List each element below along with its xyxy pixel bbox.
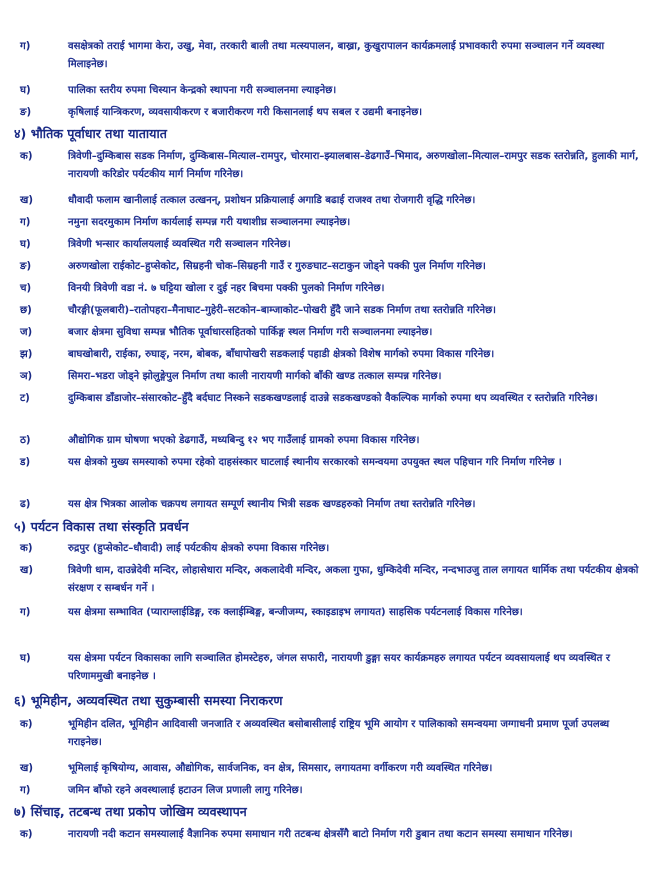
item-text: अरुणखोला राईकोट–हुप्सेकोट, सिम्रहनी चोक–सिम्रहनी गाउँ र गुरुङघाट–सटाकुन जोड्ने पक्की पुल निर्माण गरिनेछ। [68, 261, 486, 272]
item-marker: ड) [20, 457, 31, 468]
item-marker: ज) [20, 327, 33, 338]
item-text: यस क्षेत्रमा सम्भावित (प्याराग्लाईडिङ्ग, रक क्लाईम्बिङ्ग, बन्जीजम्प, स्काइडाइभ लगायत) साहसिक पर्यटनलाई विकास गरिनेछ। [68, 607, 523, 618]
section-heading: ५) पर्यटन विकास तथा संस्कृति प्रवर्धन [14, 519, 189, 534]
item-marker: ख) [20, 195, 33, 206]
item-text: चौरङ्गी(फूलबारी)–रातोपहरा–मैनाघाट–गुहेरी–सटकोन–बाम्जाकोट–पोखरी हुँदै जाने सडक निर्माण तथा स्तरोन्नति गरिनेछ। [68, 305, 497, 316]
item-text: औद्योगिक ग्राम घोषणा भएको डेढगाउँ, मध्यबिन्दु १२ भए गाउँलाई ग्रामको रुपमा विकास गरिनेछ। [68, 435, 420, 446]
item-marker: ढ) [20, 499, 31, 510]
item-text: वसक्षेत्रको तराई भागमा केरा, उखु, मेवा, तरकारी बाली तथा मत्स्यपालन, बाख्रा, कुखुरापालन कार्यक्रमलाई प्रभावकारी रुपमा सञ्चालन गर्ने व्यवस्था मिलाइनेछ। [68, 41, 605, 70]
item-marker: ङ) [20, 107, 32, 118]
item-text: कृषिलाई यान्त्रिकरण, व्यवसायीकरण र बजारीकरण गरी किसानलाई थप सबल र उद्यमी बनाइनेछ। [68, 107, 423, 118]
item-text: जमिन बाँफो रहने अवस्थालाई हटाउन लिज प्रणाली लागु गरिनेछ। [68, 785, 303, 796]
item-marker: क) [20, 829, 33, 840]
item-text: भूमिहीन दलित, भूमिहीन आदिवासी जनजाति र अव्यवस्थित बसोबासीलाई राष्ट्रिय भूमि आयोग र पालिकाको समन्वयमा जग्गाधनी प्रमाण पूर्जा उपलब्ध गराइनेछ। [68, 719, 610, 748]
item-marker: ञ) [20, 371, 33, 382]
item-text: बाघखोबारी, राईका, रुघाङ्, नरम, बोबक, बाँधापोखरी सडकलाई पहाडी क्षेत्रको विशेष मार्गको रुपमा विकास गरिनेछ। [68, 349, 495, 360]
item-text: रुद्रपुर (हुप्सेकोट–धौवादी) लाई पर्यटकीय क्षेत्रको रुपमा विकास गरिनेछ। [68, 543, 330, 554]
item-text: धौवादी फलाम खानीलाई तत्काल उत्खनन्, प्रशोधन प्रक्रियालाई अगाडि बढाई राजश्व तथा रोजगारी वृद्धि गरिनेछ। [68, 195, 476, 206]
item-text: नमुना सदरमुकाम निर्माण कार्यलाई सम्पन्न गरी यथाशीघ्र सञ्चालनमा ल्याइनेछ। [68, 217, 351, 228]
item-text: बजार क्षेत्रमा सुविधा सम्पन्न भौतिक पूर्वाधारसहितको पार्किङ्ग स्थल निर्माण गरी सञ्चालनमा ल्याइनेछ। [68, 327, 433, 338]
item-marker: ट) [20, 393, 30, 404]
item-text: त्रिवेणी धाम, दाउन्नेदेवी मन्दिर, लोहासेधारा मन्दिर, अकलादेवी मन्दिर, अकला गुफा, धुम्किदेवी मन्दिर, नन्दभाउजु ताल लगायत धार्मिक तथा पर्यटकीय क्षेत्रको संरक्षण र सम्बर्धन गर्ने । [68, 565, 639, 594]
item-marker: क) [20, 151, 33, 162]
item-text: दुम्किबास डाँडाजोर–संसारकोट–हुँदै बर्दघाट निस्कने सडकखण्डलाई दाउन्ने सडकखण्डको वैकल्पिक मार्गको रुपमा थप व्यवस्थित र स्तरोन्नति गरिनेछ। [68, 393, 598, 404]
item-marker: ग) [20, 217, 31, 228]
item-marker: ठ) [20, 435, 31, 446]
item-marker: घ) [20, 653, 31, 664]
item-marker: ग) [20, 785, 31, 796]
section-heading: ४) भौतिक पूर्वाधार तथा यातायात [14, 126, 167, 141]
item-marker: ख) [20, 763, 33, 774]
item-marker: घ) [20, 85, 31, 96]
item-marker: छ) [20, 305, 32, 316]
item-marker: क) [20, 719, 33, 730]
item-marker: च) [20, 283, 32, 294]
section-heading: ६) भूमिहीन, अव्यवस्थित तथा सुकुम्बासी समस्या निराकरण [14, 693, 283, 708]
item-marker: ग) [20, 41, 31, 52]
item-text: नारायणी नदी कटान समस्यालाई वैज्ञानिक रुपमा समाधान गरी तटबन्ध क्षेत्रसँगै बाटो निर्माण गरी डुबान तथा कटान समस्या समाधान गरिनेछ। [68, 829, 573, 840]
item-text: यस क्षेत्र भित्रका आलोक चक्रपथ लगायत सम्पूर्ण स्थानीय भित्री सडक खण्डहरुको निर्माण तथा स्तरोन्नति गरिनेछ। [68, 499, 476, 510]
item-marker: झ) [20, 349, 33, 360]
item-marker: क) [20, 543, 33, 554]
section-heading: ७) सिंचाइ, तटबन्ध तथा प्रकोप जोखिम व्यवस्थापन [14, 804, 247, 819]
item-text: यस क्षेत्रको मुख्य समस्याको रुपमा रहेको दाहसंस्कार घाटलाई स्थानीय सरकारको समन्वयमा उपयुक्त स्थल पहिचान गरि निर्माण गरिनेछ । [68, 457, 562, 468]
item-text: सिमरा–भडरा जोड्ने झोलुङ्गेपुल निर्माण तथा काली नारायणी मार्गको बाँकी खण्ड तत्काल सम्पन्न गरिनेछ। [68, 371, 442, 382]
item-text: त्रिवेणी–दुम्किबास सडक निर्माण, दुम्किबास–मित्याल–रामपुर, चोरमारा–झ्यालबास–डेढगाउँ–भिमाद, अरुणखोला–मित्याल–रामपुर सडक स्तरोन्नति, हुलाकी मार्ग, नारायणी करिडोर पर्यटकीय मार्ग निर्माण गरिनेछ। [68, 151, 639, 180]
item-marker: घ) [20, 239, 31, 250]
item-text: भूमिलाई कृषियोग्य, आवास, औद्योगिक, सार्वजनिक, वन क्षेत्र, सिमसार, लगायतमा वर्गीकरण गरी व्यवस्थित गरिनेछ। [68, 763, 493, 774]
item-marker: ग) [20, 607, 31, 618]
item-text: पालिका स्तरीय रुपमा चिस्यान केन्द्रको स्थापना गरी सञ्चालनमा ल्याइनेछ। [68, 85, 337, 96]
item-text: यस क्षेत्रमा पर्यटन विकासका लागि सञ्चालित होमस्टेहरु, जंगल सफारी, नारायणी डुङ्गा सयर कार्यक्रमहरु लगायत पर्यटन व्यवसायलाई थप व्यवस्थित र परिणाममुखी बनाइनेछ । [68, 653, 611, 682]
item-marker: ङ) [20, 261, 32, 272]
item-text: त्रिवेणी भन्सार कार्यालयलाई व्यवस्थित गरी सञ्चालन गरिनेछ। [68, 239, 291, 250]
item-text: विनयी त्रिवेणी वडा नं. ७ घट्टिया खोला र दुई नहर बिचमा पक्की पुलको निर्माण गरिनेछ। [68, 283, 385, 294]
item-marker: ख) [20, 565, 33, 576]
